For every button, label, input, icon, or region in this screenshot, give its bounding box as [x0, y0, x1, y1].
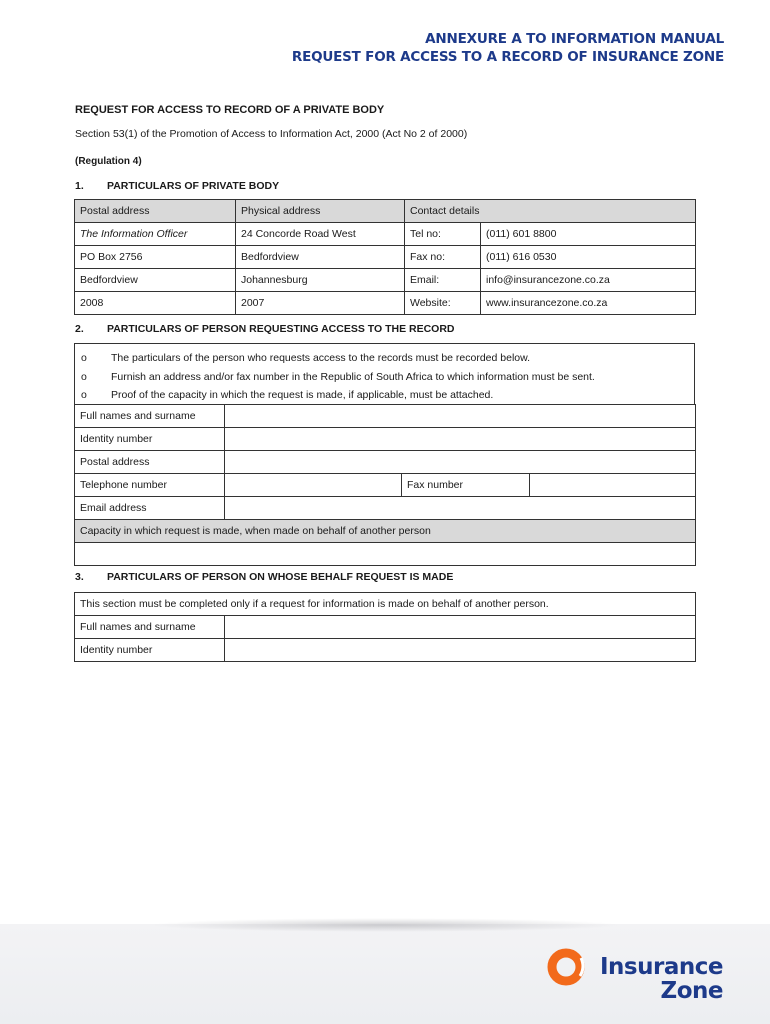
postal-cell: PO Box 2756 — [75, 246, 236, 269]
table-row — [75, 223, 696, 246]
on-behalf-note: This section must be completed only if a request for information is made on behalf of another person. — [75, 593, 696, 616]
identity-number-field[interactable] — [225, 428, 696, 451]
postal-cell: The Information Officer — [75, 223, 236, 246]
full-names-field[interactable] — [225, 616, 696, 639]
bullet-marker: o — [81, 352, 87, 364]
physical-cell: 24 Concorde Road West — [236, 223, 405, 246]
capacity-label: Capacity in which request is made, when made on behalf of another person — [75, 520, 696, 543]
logo-line-2: Zone — [660, 978, 723, 1004]
table-row — [75, 269, 696, 292]
regulation-label: (Regulation 4) — [75, 156, 142, 167]
full-names-label: Full names and surname — [75, 405, 225, 428]
section-2-heading — [75, 323, 455, 335]
instruction-item: o Furnish an address and/or fax number in the Republic of South Africa to which information must be sent. — [81, 368, 694, 387]
section-3-heading — [75, 571, 453, 583]
telephone-number-label: Telephone number — [75, 474, 225, 497]
form-title: REQUEST FOR ACCESS TO RECORD OF A PRIVATE BODY — [75, 104, 385, 116]
bullet-marker: o — [81, 389, 87, 401]
identity-number-label: Identity number — [75, 639, 225, 662]
section-3-title: PARTICULARS OF PERSON ON WHOSE BEHALF REQUEST IS MADE — [107, 571, 454, 583]
physical-cell: 2007 — [236, 292, 405, 315]
table-row — [75, 246, 696, 269]
header-contact-details: Contact details — [405, 200, 696, 223]
on-behalf-table — [74, 592, 696, 662]
section-reference: Section 53(1) of the Promotion of Access to Information Act, 2000 (Act No 2 of 2000) — [75, 128, 468, 140]
requester-table — [74, 404, 696, 566]
contact-label: Fax no: — [405, 246, 481, 269]
fax-number-field[interactable] — [530, 474, 696, 497]
header-physical-address: Physical address — [236, 200, 405, 223]
contact-label: Tel no: — [405, 223, 481, 246]
postal-address-field[interactable] — [225, 451, 696, 474]
physical-cell: Johannesburg — [236, 269, 405, 292]
private-body-table — [74, 199, 696, 315]
contact-value: (011) 616 0530 — [481, 246, 696, 269]
requester-instructions — [74, 343, 695, 404]
identity-number-field[interactable] — [225, 639, 696, 662]
contact-label: Email: — [405, 269, 481, 292]
identity-number-label: Identity number — [75, 428, 225, 451]
physical-cell: Bedfordview — [236, 246, 405, 269]
section-1-title: PARTICULARS OF PRIVATE BODY — [107, 180, 280, 192]
instruction-item: o The particulars of the person who requests access to the records must be recorded below. — [81, 349, 694, 368]
fax-number-label: Fax number — [402, 474, 530, 497]
contact-value: info@insurancezone.co.za — [481, 269, 696, 292]
instruction-item: o Proof of the capacity in which the request is made, if applicable, must be attached. — [81, 386, 694, 405]
table-header-row — [75, 200, 696, 223]
section-2-number: 2. — [75, 323, 84, 335]
email-address-field[interactable] — [225, 497, 696, 520]
full-names-label: Full names and surname — [75, 616, 225, 639]
header-line-1: ANNEXURE A TO INFORMATION MANUAL — [425, 31, 724, 47]
table-row — [75, 292, 696, 315]
section-1-heading — [75, 180, 279, 192]
logo-line-1: Insurance — [600, 954, 723, 980]
postal-cell: Bedfordview — [75, 269, 236, 292]
header-postal-address: Postal address — [75, 200, 236, 223]
full-names-field[interactable] — [225, 405, 696, 428]
postal-cell: 2008 — [75, 292, 236, 315]
capacity-field[interactable] — [75, 543, 696, 566]
footer-shadow — [150, 918, 620, 932]
header-line-2: REQUEST FOR ACCESS TO A RECORD OF INSURANCE ZONE — [291, 49, 724, 65]
postal-address-label: Postal address — [75, 451, 225, 474]
contact-value: www.insurancezone.co.za — [481, 292, 696, 315]
contact-label: Website: — [405, 292, 481, 315]
section-2-title: PARTICULARS OF PERSON REQUESTING ACCESS TO THE RECORD — [107, 323, 455, 335]
email-address-label: Email address — [75, 497, 225, 520]
contact-value: (011) 601 8800 — [481, 223, 696, 246]
section-1-number: 1. — [75, 180, 84, 192]
bullet-marker: o — [81, 370, 87, 383]
telephone-number-field[interactable] — [225, 474, 402, 497]
section-3-number: 3. — [75, 571, 84, 583]
document-header — [292, 30, 724, 66]
logo-wordmark — [600, 955, 723, 1003]
